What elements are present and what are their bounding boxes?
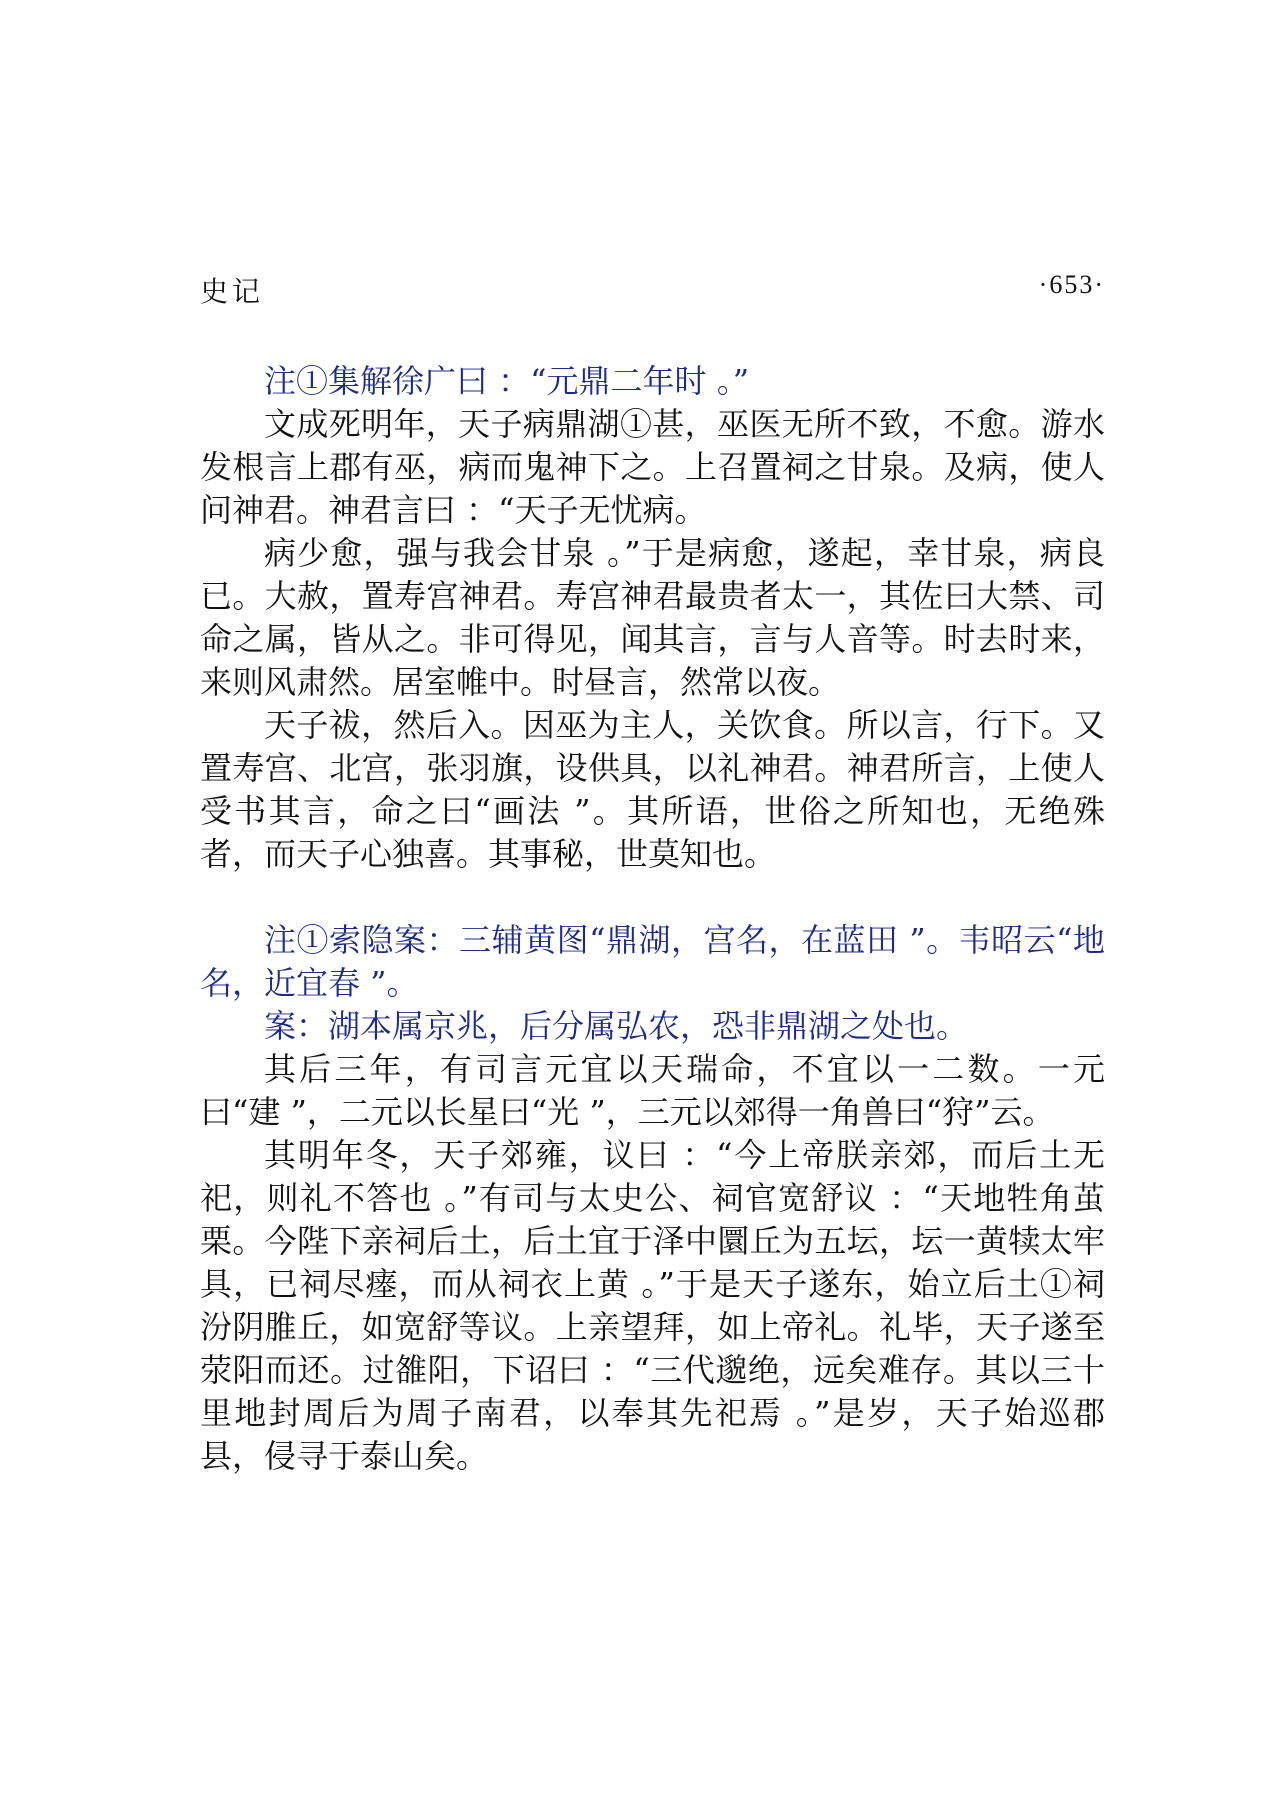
page-number: ·653· [1038,270,1105,299]
annotation-paragraph: 案：湖本属京兆，后分属弘农，恐非鼎湖之处也。 [264,1007,969,1045]
text-paragraph: 文成死明年，天子病鼎湖①甚，巫医无所不致，不愈。游水发根言上郡有巫，病而鬼神下之。上召置祠之甘泉。及病，使人问神君。神君言曰 ：“天子无忧病。 [200,405,1105,529]
text-paragraph: 病少愈，强与我会甘泉 。”于是病愈，遂起，幸甘泉，病良已。大赦，置寿宫神君。寿宫神君最贵者太一，其佐曰大禁、司命之属，皆从之。非可得见，闻其言，言与人音等。时去时来，来则风肃然。居室帷中。时昼言，然常以夜。 [200,534,1105,701]
page-body [200,360,1105,1478]
annotation-paragraph: 注①集解徐广曰 ：“元鼎二年时 。” [264,362,750,400]
text-paragraph: 其明年冬，天子郊雍，议曰 ：“今上帝朕亲郊，而后土无祀，则礼不答也 。”有司与太史公、祠官宽舒议 ：“天地牲角茧栗。今陛下亲祠后土，后土宜于泽中圜丘为五坛，坛一黄犊太牢具，已祠尽瘗，而从祠衣上黄 。”于是天子遂东，始立后土①祠汾阴脽丘，如宽舒等议。上亲望拜，如上帝礼。礼毕，天子遂至荥阳而还。过雒阳，下诏曰 ：“三代邈绝，远矣难存。其以三十里地封周后为周子南君，以奉其先祀焉 。”是岁，天子始巡郡县，侵寻于泰山矣。 [200,1136,1105,1475]
annotation-paragraph: 注①索隐案：三辅黄图“鼎湖，宫名，在蓝田 ”。韦昭云“地名，近宜春 ”。 [200,921,1105,1002]
text-paragraph: 其后三年，有司言元宜以天瑞命，不宜以一二数。一元曰“建 ”，二元以长星曰“光 ”，三元以郊得一角兽曰“狩”云。 [200,1050,1105,1131]
page-header [200,270,1105,310]
book-title: 史记 [200,275,265,308]
text-paragraph: 天子祓，然后入。因巫为主人，关饮食。所以言，行下。又置寿宫、北宫，张羽旗，设供具，以礼神君。神君所言，上使人受书其言，命之曰“画法 ”。其所语，世俗之所知也，无绝殊者，而天子心独喜。其事秘，世莫知也。 [200,706,1105,873]
paragraph-gap [200,876,1105,919]
